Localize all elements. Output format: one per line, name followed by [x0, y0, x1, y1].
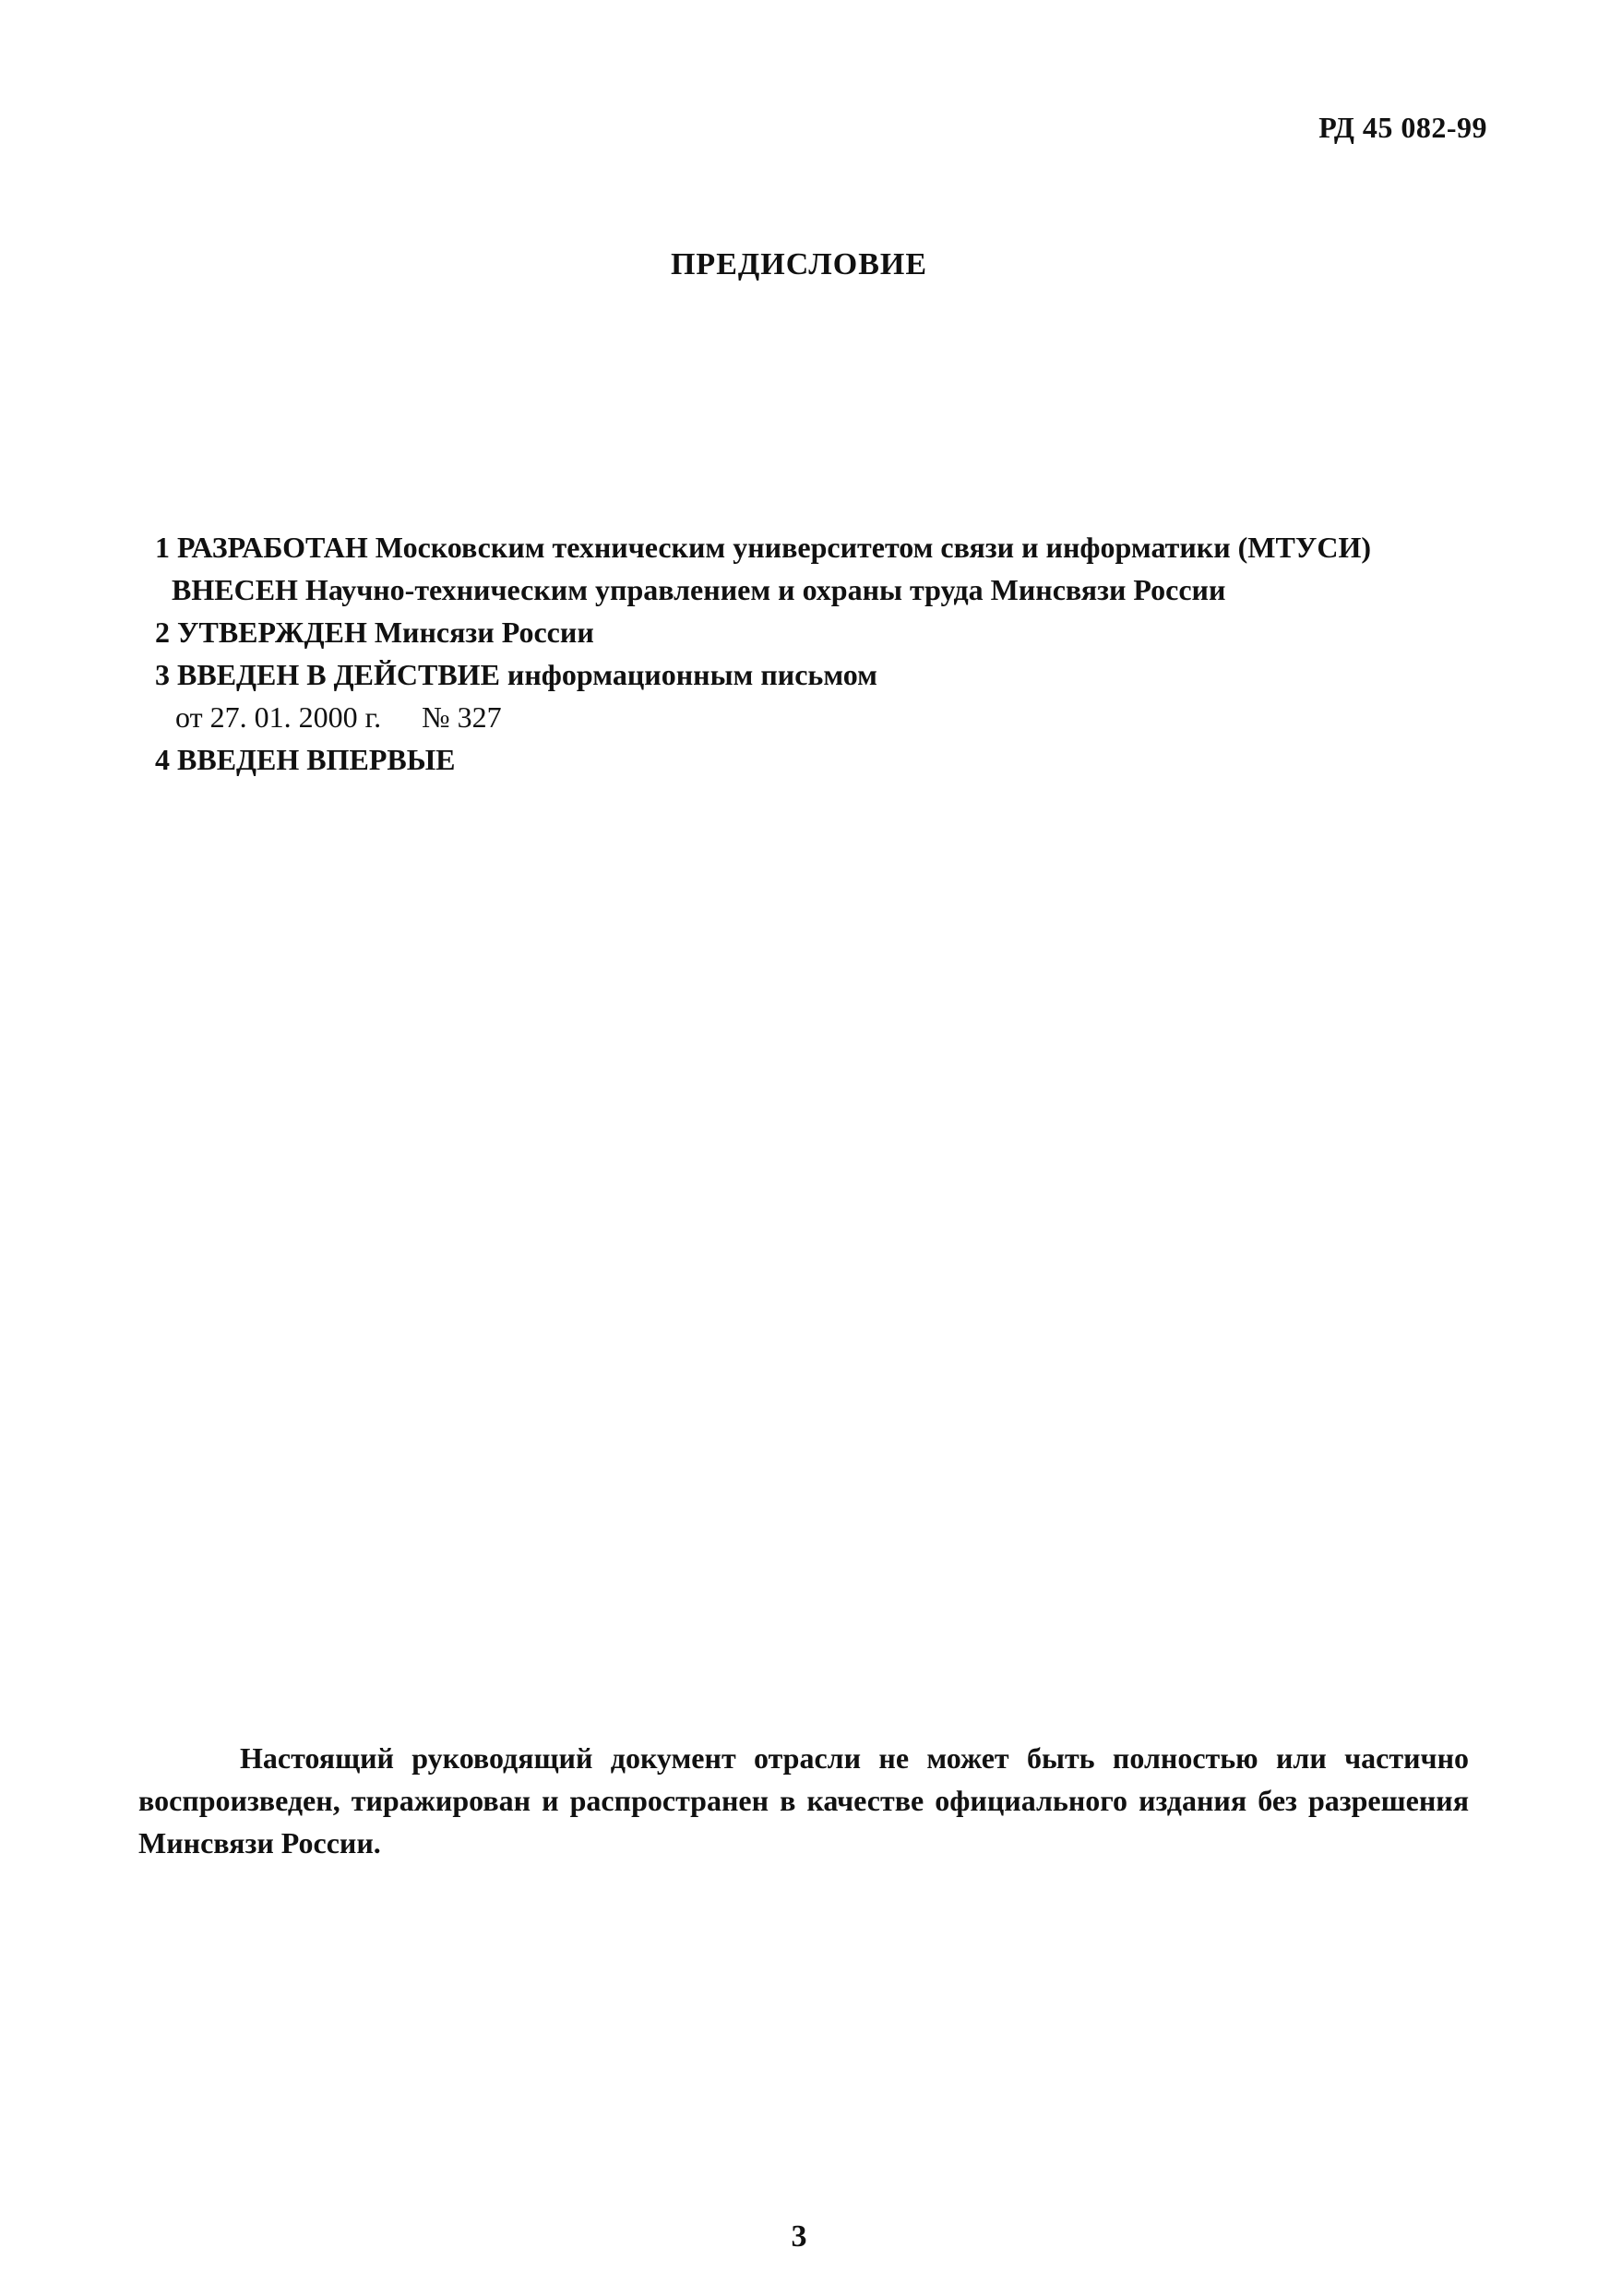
document-info-block: [155, 526, 1484, 781]
info-enacted-by: 3 ВВЕДЕН В ДЕЙСТВИЕ информационным письмом: [155, 658, 877, 691]
copyright-notice: Настоящий руководящий документ отрасли не может быть полностью или частично воспроизведен, тиражирован и распространен в качестве официального издания без разрешения Минсвязи России.: [138, 1741, 1469, 1860]
document-code: РД 45 082-99: [1318, 111, 1487, 144]
page-number: 3: [791, 2219, 807, 2254]
info-submitted-by: ВНЕСЕН Научно-техническим управлением и охраны труда Минсвязи России: [172, 573, 1226, 606]
info-letter-number: № 327: [422, 700, 502, 734]
page-title: ПРЕДИСЛОВИЕ: [670, 247, 928, 281]
info-letter-date: от 27. 01. 2000 г.: [175, 700, 382, 734]
info-approved-by: 2 УТВЕРЖДЕН Минсязи России: [155, 616, 594, 649]
info-first-introduced: 4 ВВЕДЕН ВПЕРВЫЕ: [155, 743, 456, 776]
info-developed-by: 1 РАЗРАБОТАН Московским техническим университетом связи и информатики (МТУСИ): [155, 531, 1371, 564]
info-letter-details: [155, 696, 1484, 738]
